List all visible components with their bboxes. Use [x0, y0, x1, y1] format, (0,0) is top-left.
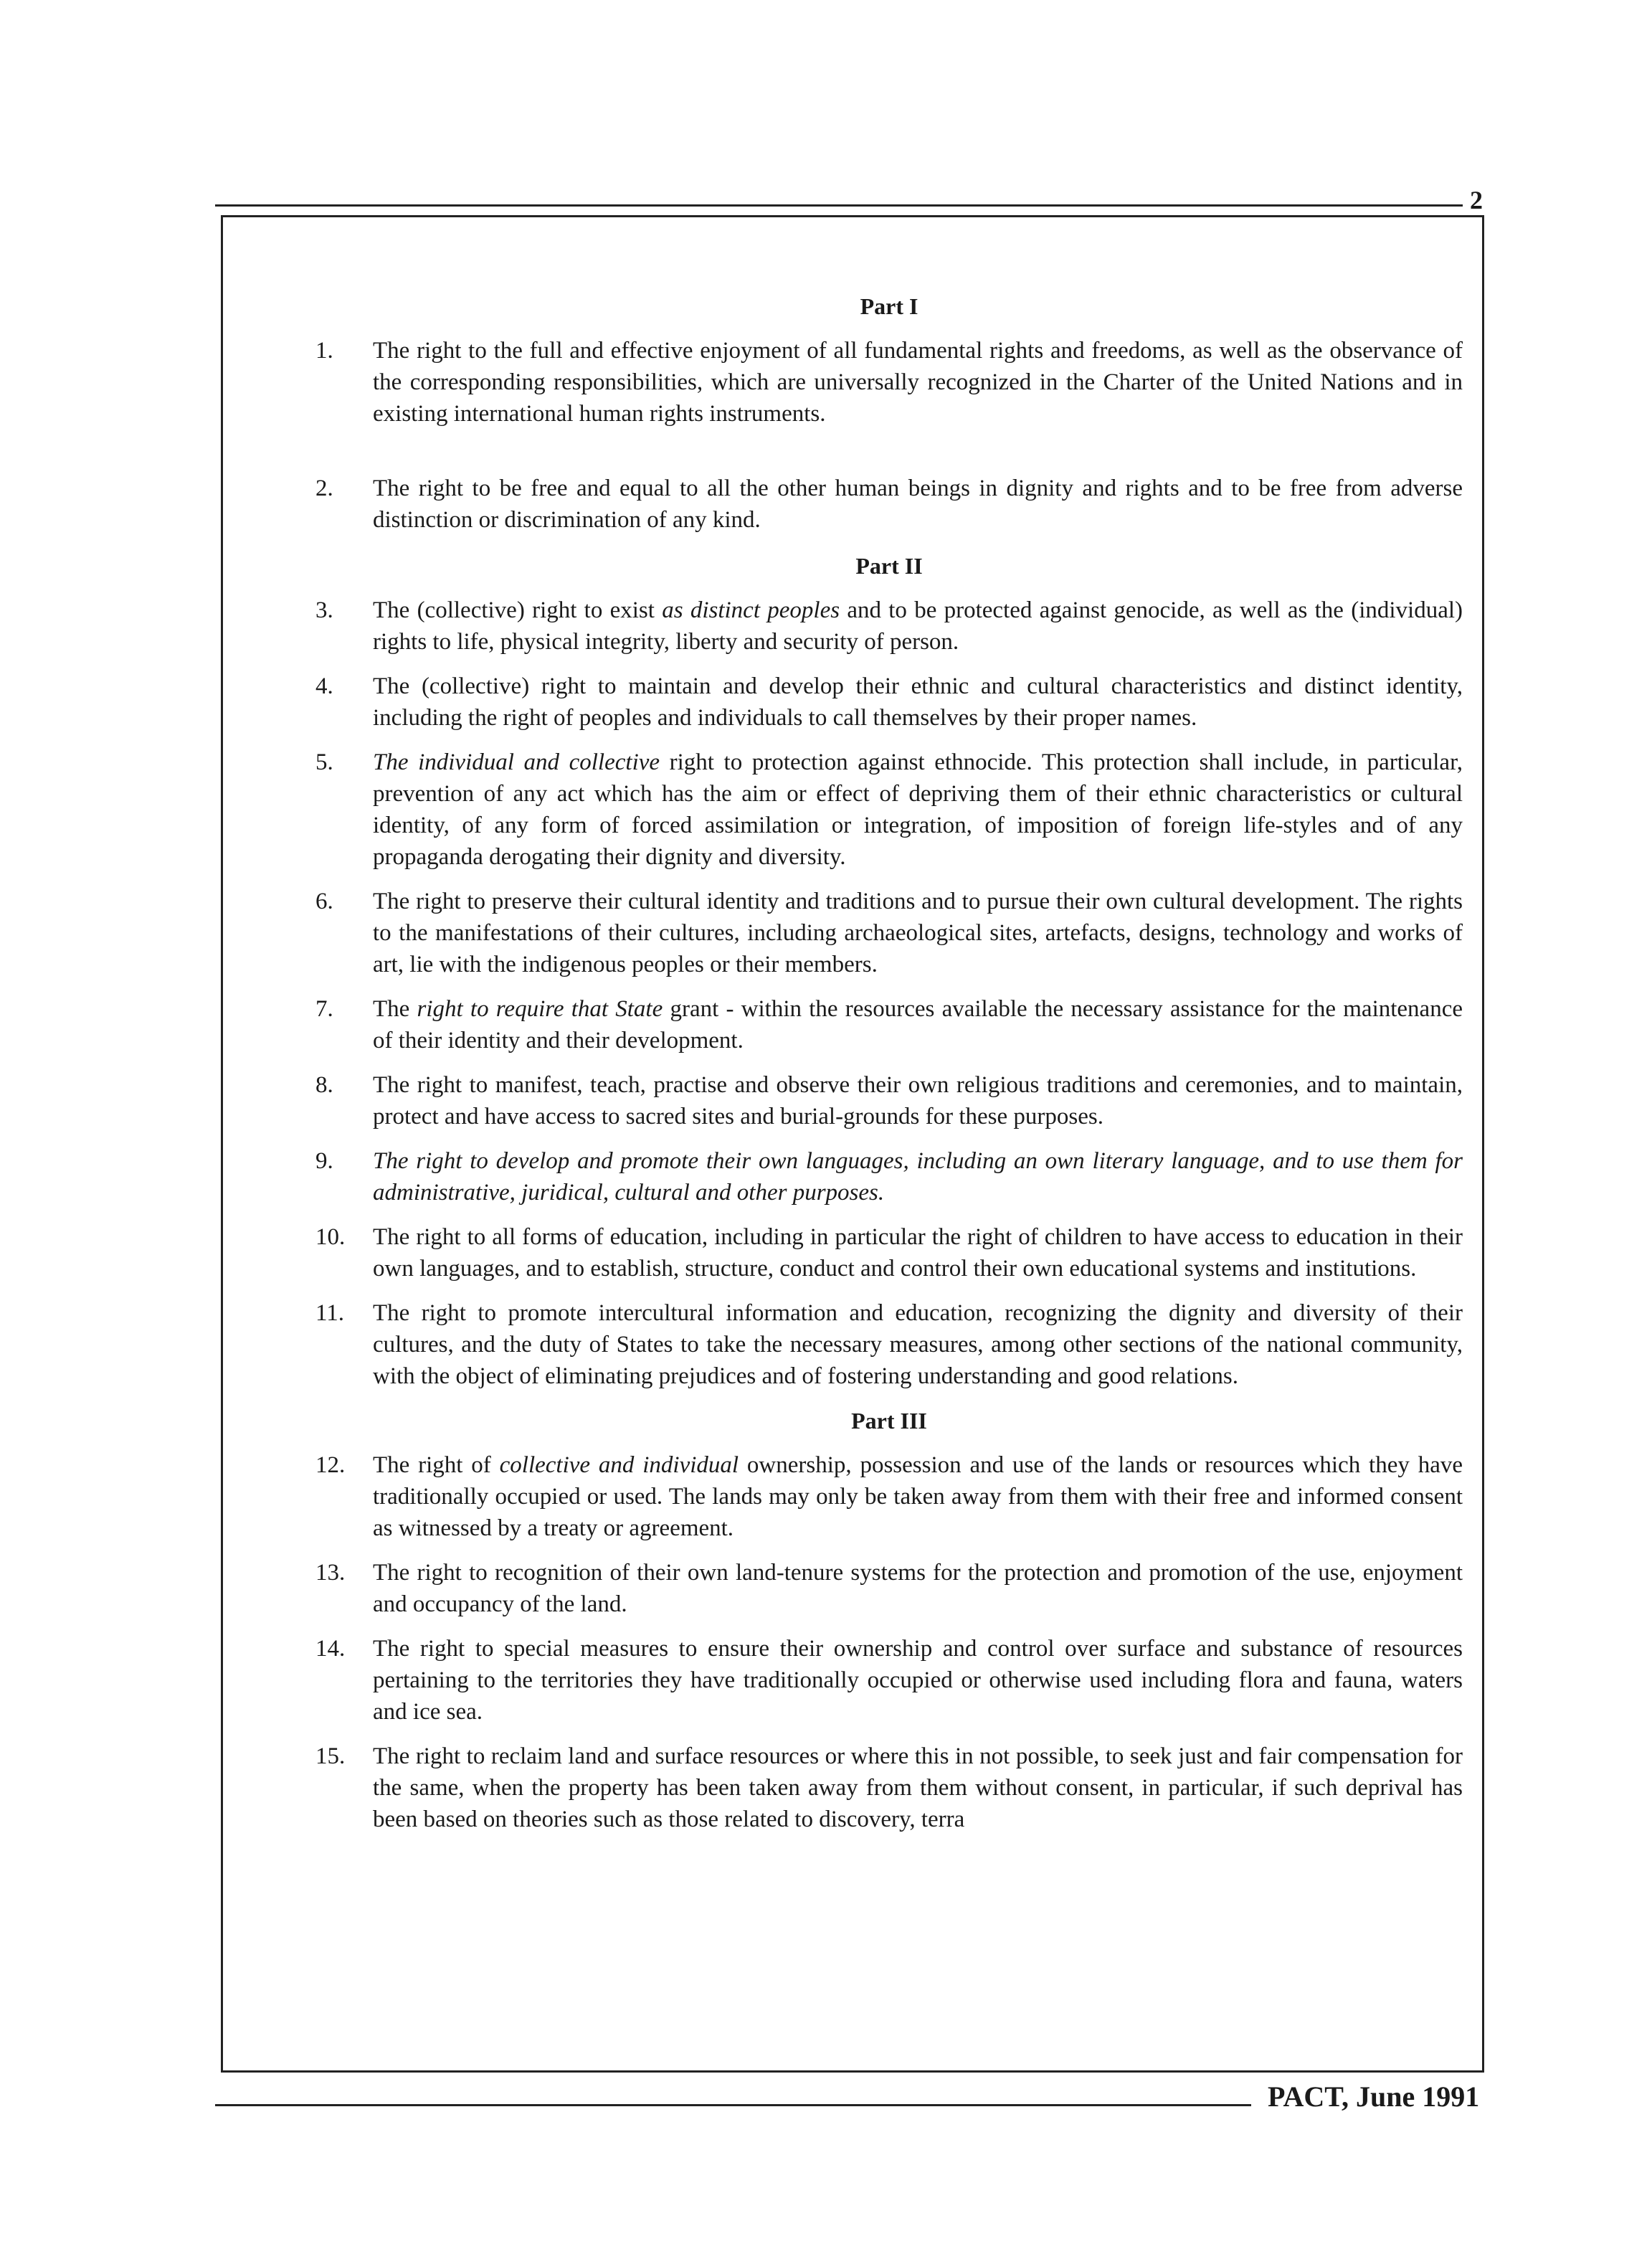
item-number: 3.: [315, 597, 333, 623]
list-item: [315, 1297, 1463, 1392]
list-item: [315, 747, 1463, 873]
item-text: The right to special measures to ensure their ownership and control over surface and substance of resources pertaining to the territories they have traditionally occupied or otherwise used including flora and fauna, waters and ice sea.: [373, 1636, 1463, 1725]
list-item: [315, 1221, 1463, 1284]
list-item: [315, 1145, 1463, 1208]
item-text: The right to the full and effective enjoyment of all fundamental rights and freedoms, as well as the observance of the corresponding responsibilities, which are universally recognized in the Charter of the United Nations and in existing international human rights instruments.: [373, 338, 1463, 427]
footer-rule: [215, 2104, 1251, 2106]
item-number: 9.: [315, 1148, 333, 1174]
item-number: 8.: [315, 1072, 333, 1098]
list-item: [315, 1449, 1463, 1544]
item-text: The right to promote intercultural information and education, recognizing the dignity and diversity of their cultures, and the duty of States to take the necessary measures, among other sections of the national community, with the object of eliminating prejudices and of fostering understanding and good relations.: [373, 1300, 1463, 1389]
footer-publication: PACT, June 1991: [1268, 2080, 1480, 2113]
item-text: The individual and collective right to protection against ethnocide. This protection shall include, in particular, prevention of any act which has the aim or effect of depriving them of their ethnic characteristics or cultural identity, of any form of forced assimilation or integration, of imposition of foreign life-styles and of any propaganda derogating their dignity and diversity.: [373, 749, 1463, 870]
item-number: 2.: [315, 475, 333, 501]
item-text: The right of collective and individual ownership, possession and use of the lands or resources which they have traditionally occupied or used. The lands may only be taken away from them with their free and informed consent as witnessed by a treaty or agreement.: [373, 1452, 1463, 1541]
item-number: 1.: [315, 338, 333, 364]
part-heading: Part I: [860, 293, 918, 319]
item-number: 15.: [315, 1743, 346, 1769]
item-text: The right to be free and equal to all the other human beings in dignity and rights and to be free from adverse distinction or discrimination of any kind.: [373, 475, 1463, 533]
item-number: 12.: [315, 1452, 346, 1478]
page-number: 2: [1470, 186, 1483, 214]
document-body: [315, 290, 1463, 1848]
item-number: 11.: [315, 1300, 345, 1326]
item-text: The right to preserve their cultural identity and traditions and to pursue their own cultural development. The rights to the manifestations of their cultures, including archaeological sites, artefacts, designs, technology and works of art, lie with the indigenous peoples or their members.: [373, 889, 1463, 977]
item-number: 5.: [315, 749, 333, 775]
item-number: 13.: [315, 1560, 346, 1586]
list-item: [315, 1741, 1463, 1835]
item-text: The right to all forms of education, including in particular the right of children to have access to education in their own languages, and to establish, structure, conduct and control their own educational systems and institutions.: [373, 1224, 1463, 1282]
part-heading: Part II: [855, 553, 923, 579]
item-text: The (collective) right to maintain and develop their ethnic and cultural characteristics and distinct identity, including the right of peoples and individuals to call themselves by their proper names.: [373, 673, 1463, 731]
list-item: [315, 1069, 1463, 1132]
item-number: 7.: [315, 996, 333, 1022]
item-number: 6.: [315, 889, 333, 914]
item-text: The (collective) right to exist as distinct peoples and to be protected against genocide, as well as the (individual) rights to life, physical integrity, liberty and security of person.: [373, 597, 1463, 655]
list-item: [315, 993, 1463, 1056]
list-item: [315, 671, 1463, 734]
list-item: [315, 473, 1463, 536]
item-text: The right to reclaim land and surface resources or where this in not possible, to seek just and fair compensation for the same, when the property has been taken away from them without consent, in particular, if such deprival has been based on theories such as those related to discovery, terra: [373, 1743, 1463, 1832]
list-item: [315, 1557, 1463, 1620]
item-text: The right to manifest, teach, practise and observe their own religious traditions and ceremonies, and to maintain, protect and have access to sacred sites and burial-grounds for these purposes.: [373, 1072, 1463, 1130]
part-heading: Part III: [851, 1408, 927, 1434]
list-item: [315, 1633, 1463, 1728]
header-rule: [215, 204, 1463, 207]
item-text: The right to recognition of their own land-tenure systems for the protection and promotion of the use, enjoyment and occupancy of the land.: [373, 1560, 1463, 1617]
list-item: [315, 335, 1463, 430]
list-item: [315, 595, 1463, 658]
item-number: 10.: [315, 1224, 346, 1250]
item-text: The right to require that State grant - within the resources available the necessary assistance for the maintenance of their identity and their development.: [373, 996, 1463, 1053]
item-text: The right to develop and promote their own languages, including an own literary language, and to use them for administrative, juridical, cultural and other purposes.: [373, 1148, 1463, 1206]
list-item: [315, 886, 1463, 980]
item-number: 14.: [315, 1636, 346, 1662]
item-number: 4.: [315, 673, 333, 699]
